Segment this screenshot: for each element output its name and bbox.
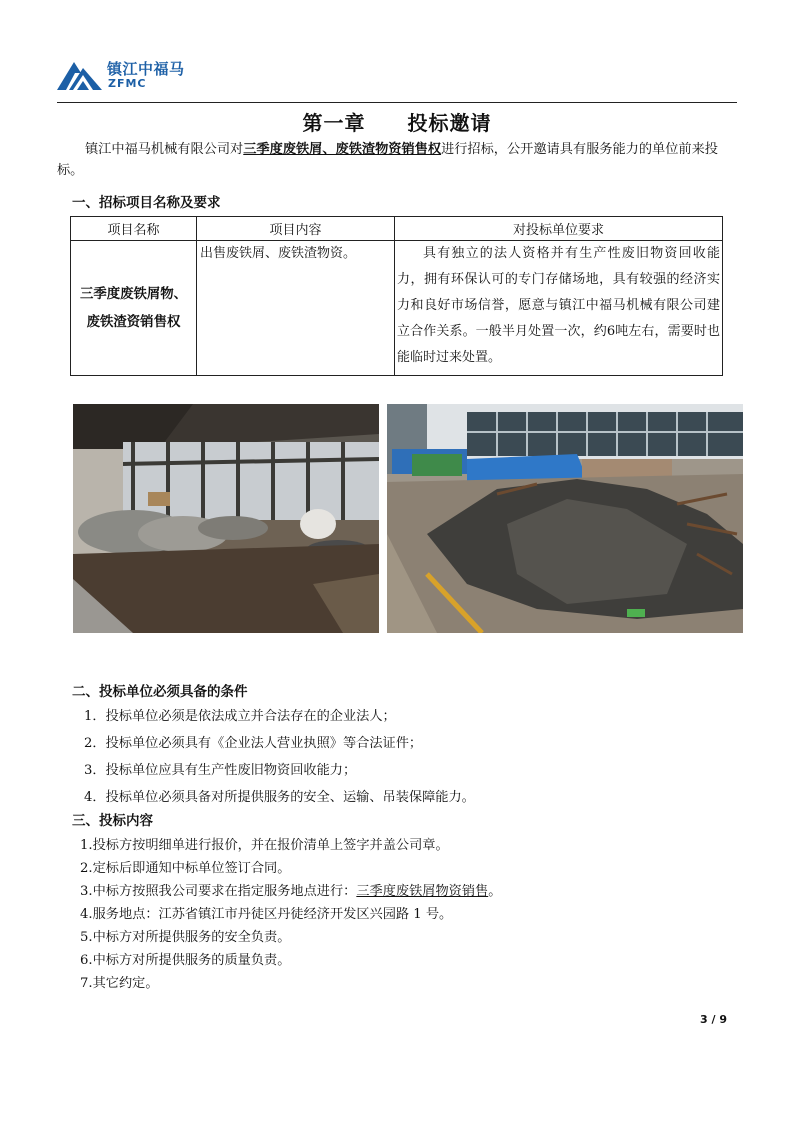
list-item: 5.中标方对所提供服务的安全负责。 [80,930,291,945]
company-logo [57,56,207,96]
header-rule [57,102,737,103]
table-header-content: 项目内容 [197,217,395,241]
cell-requirement: 具有独立的法人资格并有生产性废旧物资回收能力，拥有环保认可的专门存储场地，具有较强的经济实力和良好市场信誉，愿意与镇江中福马机械有限公司建立合作关系。一般半月处置一次，约6吨左右，需要时也能临时过来处置。 [395,241,723,376]
list-item: 4．投标单位必须具备对所提供服务的安全、运输、吊装保障能力。 [84,790,475,805]
chapter-title: 第一章 投标邀请 [302,111,492,135]
section1-heading: 一、招标项目名称及要求 [72,195,221,211]
cell-project-content: 出售废铁屑、废铁渣物资。 [197,241,395,376]
scrap-warehouse-photo [73,404,379,633]
logo-mountain-icon [57,56,102,90]
intro-before: 镇江中福马机械有限公司对 [85,142,244,157]
list-item: 1.投标方按明细单进行报价，并在报价清单上签字并盖公司章。 [80,838,449,853]
table-header-name: 项目名称 [71,217,197,241]
list-item [80,880,501,899]
intro-after: 进行招标，公开邀请具有服务能力的单位前来投标。 [57,142,718,178]
table-row [71,241,723,376]
project-table [70,216,723,376]
item3-text: 3.中标方按照我公司要求在指定服务地点进行： [80,884,357,899]
item3-underlined: 三季度废铁屑物资销售 [356,884,489,899]
list-item: 6.中标方对所提供服务的质量负责。 [80,953,291,968]
list-item: 2.定标后即通知中标单位签订合同。 [80,861,291,876]
logo-text-en: ZFMC [108,77,147,90]
list-item: 4.服务地点：江苏省镇江市丹徒区丹徒经济开发区兴园路 1 号。 [80,907,453,922]
section2-heading: 二、投标单位必须具备的条件 [72,684,248,700]
section3-heading: 三、投标内容 [72,813,153,829]
table-header-requirement: 对投标单位要求 [395,217,723,241]
table-header-row [71,217,723,241]
list-item: 2．投标单位必须具有《企业法人营业执照》等合法证件； [84,736,423,751]
list-item: 7.其它约定。 [80,976,159,991]
intro-project-name: 三季度废铁屑、废铁渣物资销售权 [243,142,442,157]
list-item: 3．投标单位应具有生产性废旧物资回收能力； [84,763,357,778]
page-number: 3 / 9 [700,1013,727,1026]
logo-text-cn: 镇江中福马 [107,60,185,78]
cell-project-name: 三季度废铁屑物、废铁渣资销售权 [71,241,197,376]
item3-end: 。 [488,884,502,899]
intro-paragraph [57,139,741,181]
list-item: 1．投标单位必须是依法成立并合法存在的企业法人； [84,709,396,724]
scrap-yard-photo [387,404,743,633]
